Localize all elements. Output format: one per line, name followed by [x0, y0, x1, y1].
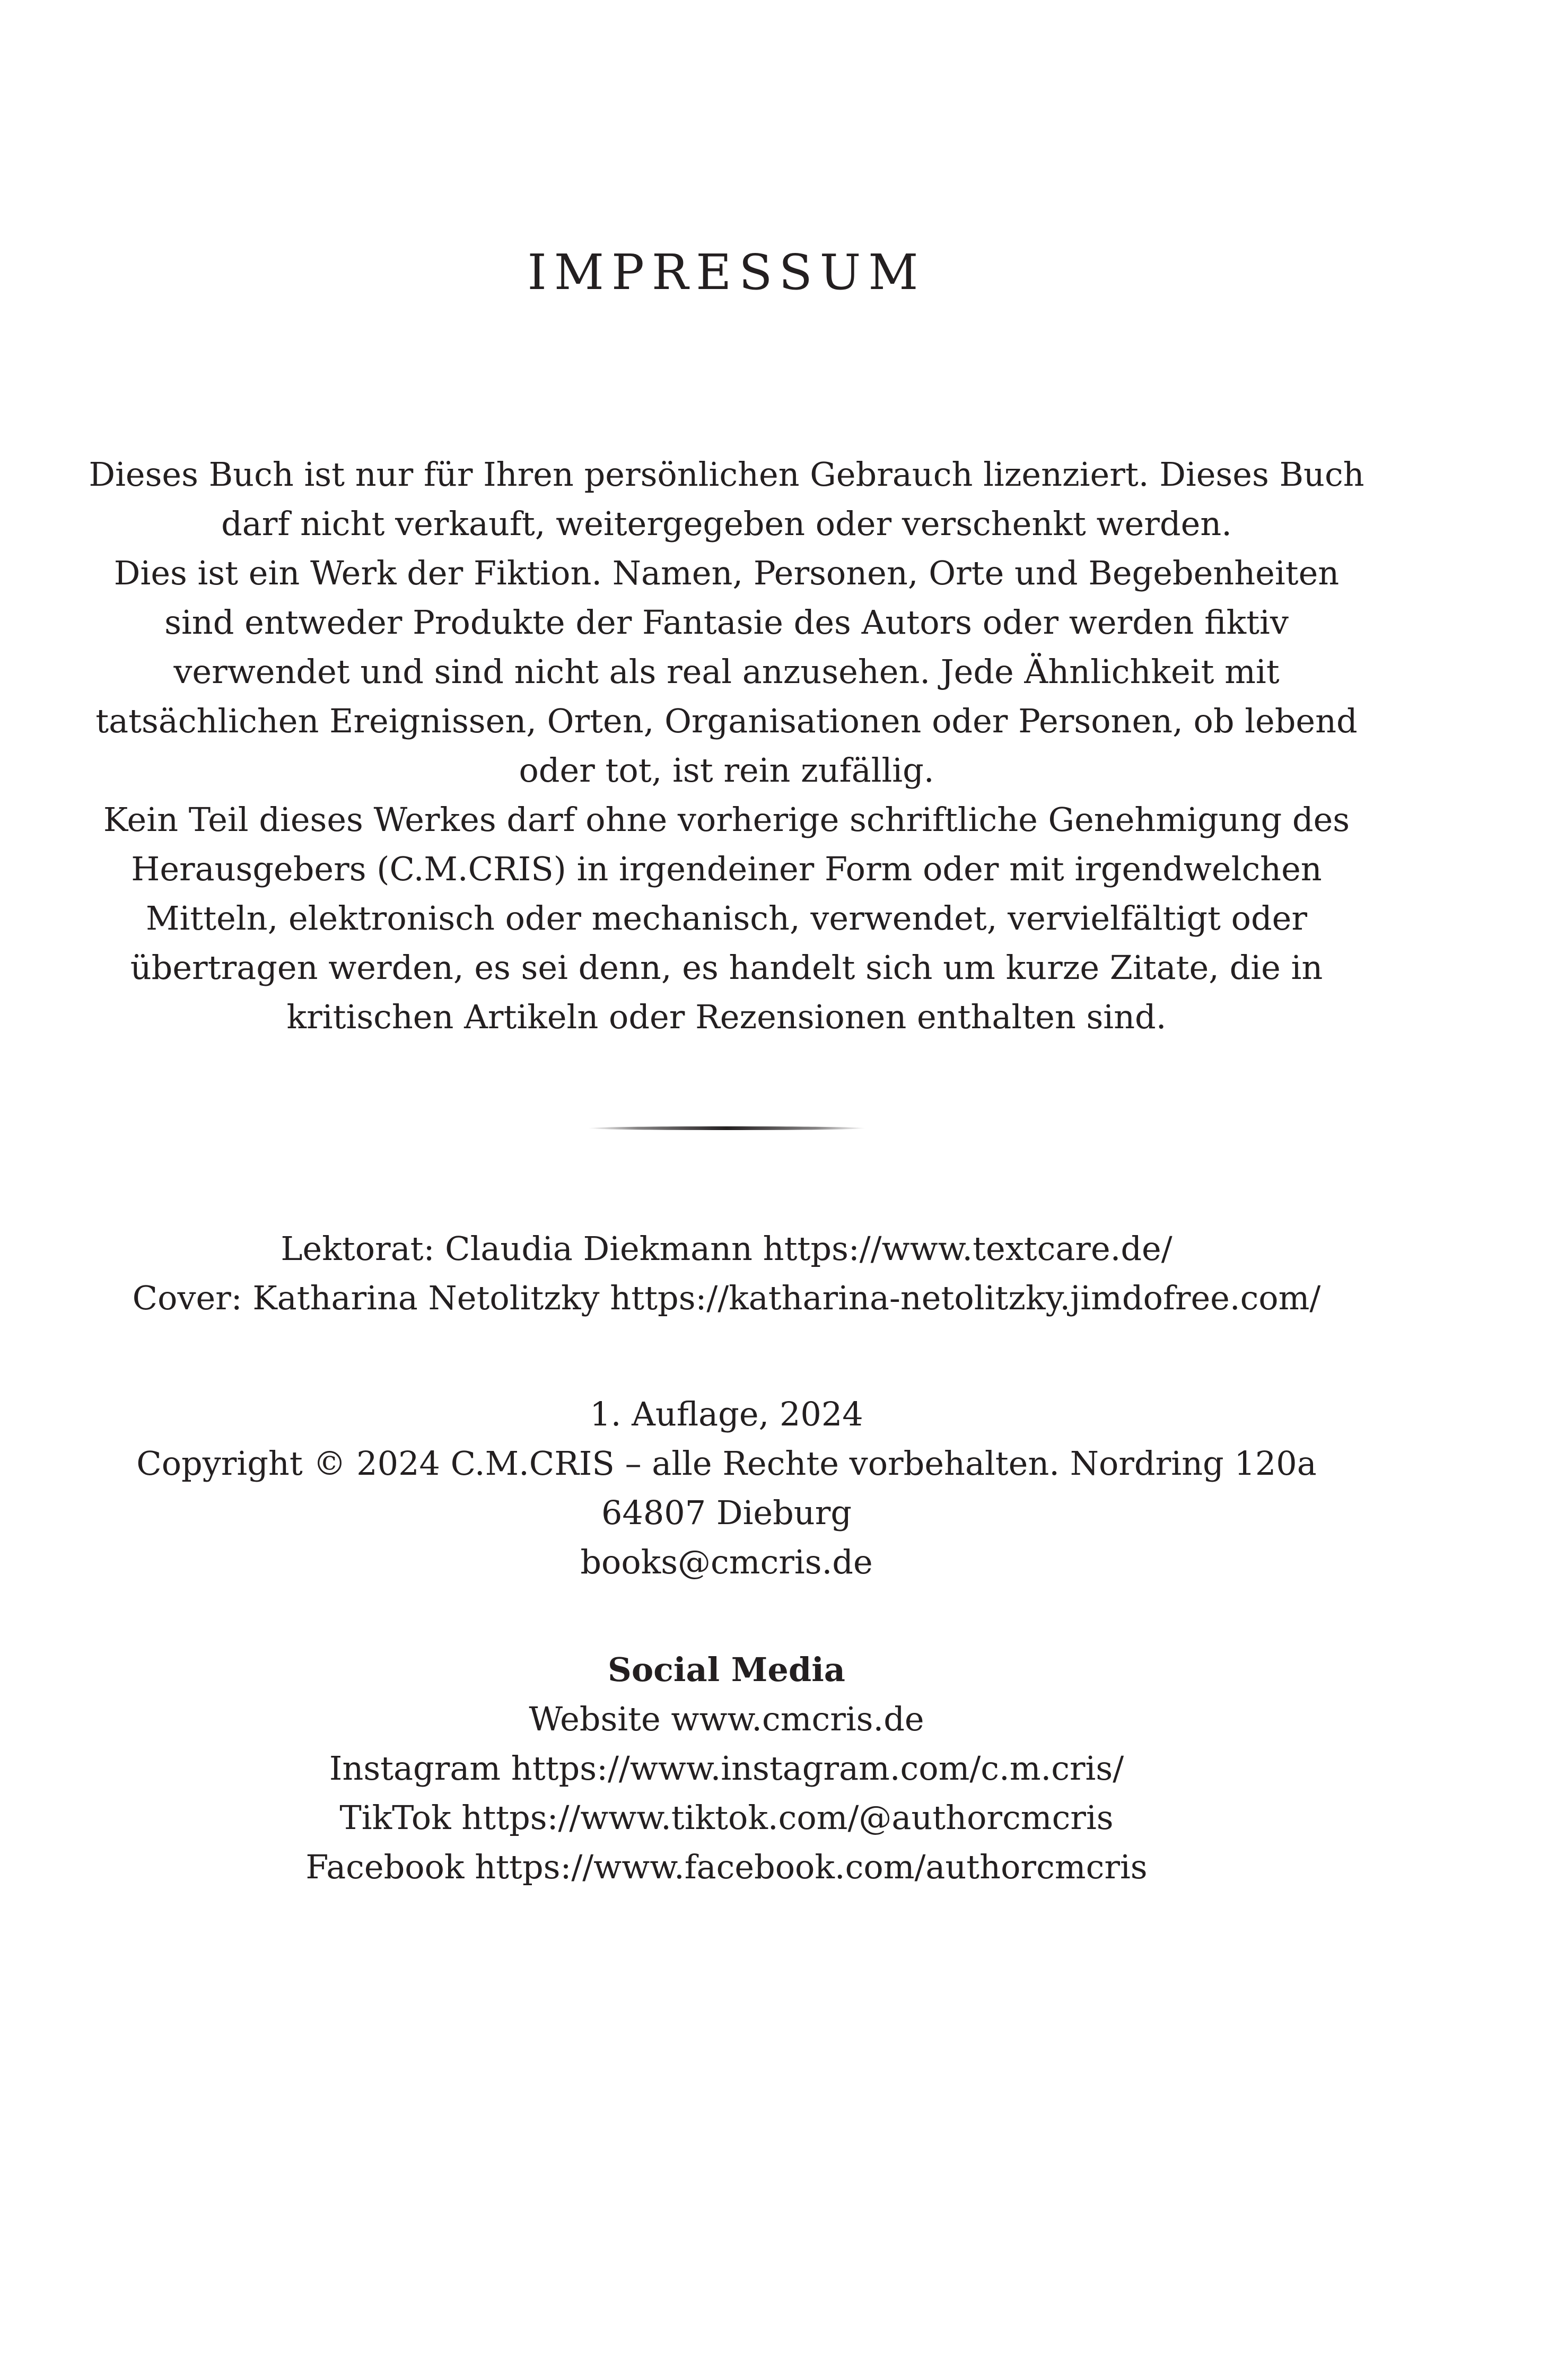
tiktok-link: TikTok https://www.tiktok.com/@authorcmcris: [339, 1798, 1114, 1837]
ornamental-divider: [588, 1126, 866, 1130]
edition-info: [74, 1389, 1379, 1587]
lektorat-credit: Lektorat: Claudia Diekmann https://www.textcare.de/: [281, 1229, 1173, 1268]
facebook-link: Facebook https://www.facebook.com/authorcmcris: [305, 1848, 1148, 1886]
legal-line: Dies ist ein Werk der Fiktion. Namen, Personen, Orte und Begebenheiten: [113, 554, 1340, 592]
edition-line: 1. Auflage, 2024: [590, 1395, 863, 1433]
legal-line: verwendet und sind nicht als real anzusehen. Jede Ähnlichkeit mit: [173, 652, 1280, 691]
legal-notice: [74, 450, 1379, 1042]
copyright-line: Copyright © 2024 C.M.CRIS – alle Rechte vorbehalten. Nordring 120a: [136, 1444, 1317, 1483]
legal-line: Herausgebers (C.M.CRIS) in irgendeiner Form oder mit irgendwelchen: [131, 850, 1322, 888]
page-title: IMPRESSUM: [527, 244, 926, 301]
instagram-link: Instagram https://www.instagram.com/c.m.cris/: [329, 1749, 1124, 1788]
legal-line: darf nicht verkauft, weitergegeben oder verschenkt werden.: [221, 504, 1232, 543]
website-link: Website www.cmcris.de: [529, 1700, 924, 1738]
contact-email: books@cmcris.de: [580, 1543, 873, 1581]
credits: [74, 1224, 1379, 1323]
legal-line: Dieses Buch ist nur für Ihren persönlichen Gebrauch lizenziert. Dieses Buch: [89, 455, 1364, 494]
social-media-heading: Social Media: [608, 1650, 845, 1689]
legal-line: übertragen werden, es sei denn, es handelt sich um kurze Zitate, die in: [130, 948, 1323, 987]
legal-line: Kein Teil dieses Werkes darf ohne vorherige schriftliche Genehmigung des: [103, 800, 1350, 839]
legal-line: sind entweder Produkte der Fantasie des Autors oder werden fiktiv: [164, 603, 1289, 642]
legal-line: kritischen Artikeln oder Rezensionen enthalten sind.: [286, 998, 1167, 1036]
address-city: 64807 Dieburg: [601, 1493, 852, 1532]
legal-line: tatsächlichen Ereignissen, Orten, Organisationen oder Personen, ob lebend: [95, 702, 1358, 740]
legal-line: oder tot, ist rein zufällig.: [519, 751, 934, 790]
social-media-section: [74, 1645, 1379, 1892]
legal-line: Mitteln, elektronisch oder mechanisch, verwendet, vervielfältigt oder: [145, 899, 1308, 938]
cover-credit: Cover: Katharina Netolitzky https://katharina-netolitzky.jimdofree.com/: [132, 1279, 1321, 1317]
